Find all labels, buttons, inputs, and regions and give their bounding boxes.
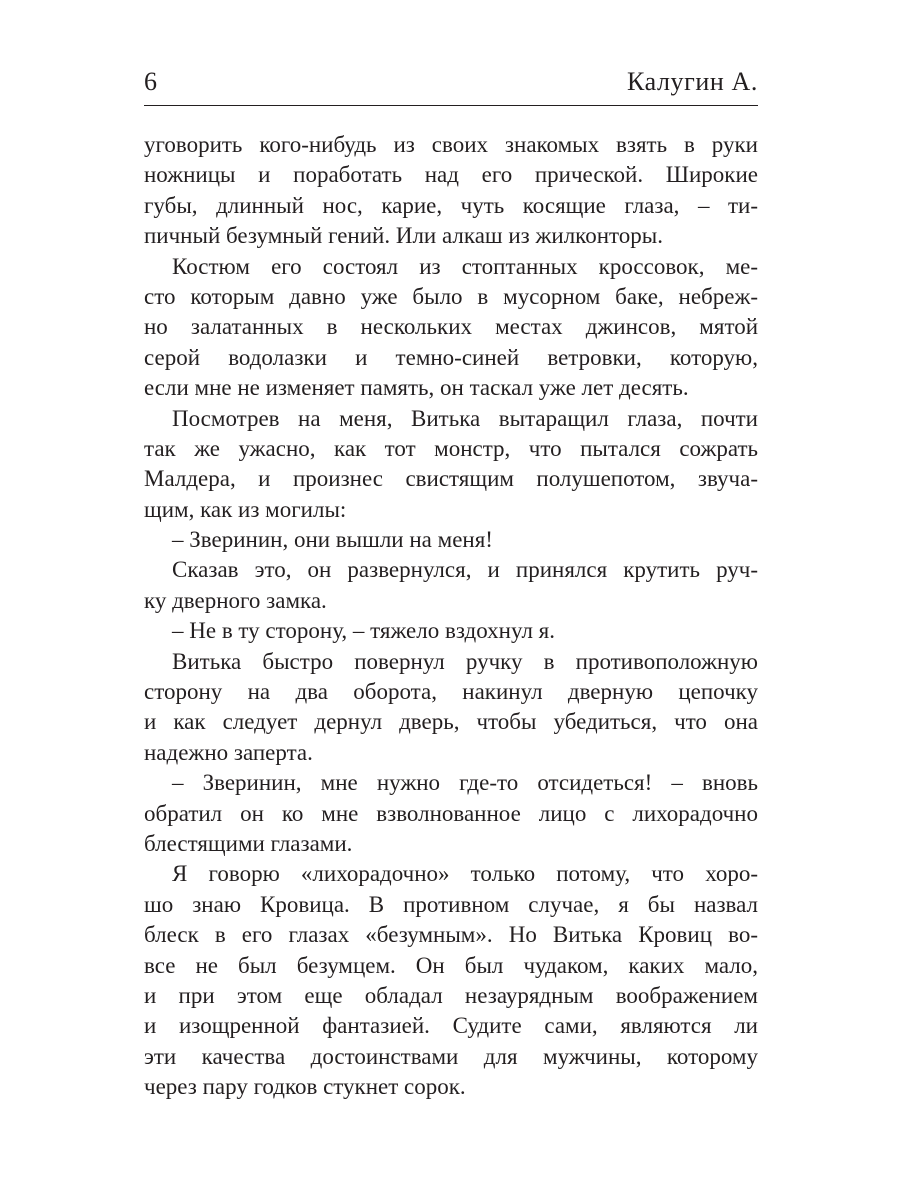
text-line: Костюм его состоял из стоптанных кроссовок, ме- xyxy=(172,253,758,279)
text-line: Малдера, и произнес свистящим полушепотом, звуча- xyxy=(144,466,758,492)
page-number: 6 xyxy=(144,67,157,96)
text-line: блеск в его глазах «безумным». Но Витька Кровиц во- xyxy=(144,922,758,948)
text-line: – Не в ту сторону, – тяжело вздохнул я. xyxy=(172,618,556,644)
text-line: но залатанных в нескольких местах джинсов, мятой xyxy=(144,314,758,340)
text-line: Посмотрев на меня, Витька вытаращил глаза, почти xyxy=(172,405,758,431)
paragraph xyxy=(144,404,758,526)
text-line: губы, длинный нос, карие, чуть косящие глаза, – ти- xyxy=(144,192,758,218)
text-line: уговорить кого-нибудь из своих знакомых взять в руки xyxy=(144,132,758,157)
text-line: шо знаю Кровица. В противном случае, я бы назвал xyxy=(144,891,758,917)
text-line: и как следует дернул дверь, чтобы убедиться, что она xyxy=(144,709,758,735)
paragraph xyxy=(144,525,758,555)
running-head xyxy=(144,62,758,102)
paragraph xyxy=(144,555,758,616)
text-line: ножницы и поработать над его прической. Широкие xyxy=(144,162,758,188)
paragraph xyxy=(144,768,758,859)
paragraph xyxy=(144,616,758,646)
text-line: и изощренной фантазией. Судите сами, являются ли xyxy=(144,1013,758,1039)
text-line: сторону на два оборота, накинул дверную цепочку xyxy=(144,679,758,705)
body-text xyxy=(144,130,758,1103)
text-line: так же ужасно, как тот монстр, что пытался сожрать xyxy=(144,435,758,461)
text-line: ку дверного замка. xyxy=(144,587,327,613)
paragraph xyxy=(144,130,758,252)
text-line: если мне не изменяет память, он таскал уже лет десять. xyxy=(144,375,689,401)
text-line: обратил он ко мне взволнованное лицо с лихорадочно xyxy=(144,800,758,826)
paragraph xyxy=(144,859,758,1102)
text-line: блестящими глазами. xyxy=(144,830,353,856)
text-line: и при этом еще обладал незаурядным воображением xyxy=(144,982,758,1008)
text-line: серой водолазки и темно-синей ветровки, которую, xyxy=(144,344,758,370)
text-line: Витька быстро повернул ручку в противоположную xyxy=(172,648,758,674)
text-line: Я говорю «лихорадочно» только потому, что хоро- xyxy=(172,861,758,887)
text-line: – Зверинин, они вышли на меня! xyxy=(172,527,493,553)
text-line: все не был безумцем. Он был чудаком, каких мало, xyxy=(144,952,758,978)
text-line: надежно заперта. xyxy=(144,739,313,765)
text-line: пичный безумный гений. Или алкаш из жилконторы. xyxy=(144,223,663,249)
text-line: Сказав это, он развернулся, и принялся крутить руч- xyxy=(172,557,758,583)
text-line: эти качества достоинствами для мужчины, которому xyxy=(144,1043,758,1069)
text-line: – Зверинин, мне нужно где-то отсидеться! – вновь xyxy=(172,770,758,796)
header-rule xyxy=(144,105,758,106)
text-line: щим, как из могилы: xyxy=(144,496,347,522)
text-line: сто которым давно уже было в мусорном баке, небреж- xyxy=(144,283,758,309)
text-line: через пару годков стукнет сорок. xyxy=(144,1074,466,1100)
running-title: Калугин А. xyxy=(626,67,758,96)
paragraph xyxy=(144,647,758,769)
paragraph xyxy=(144,252,758,404)
